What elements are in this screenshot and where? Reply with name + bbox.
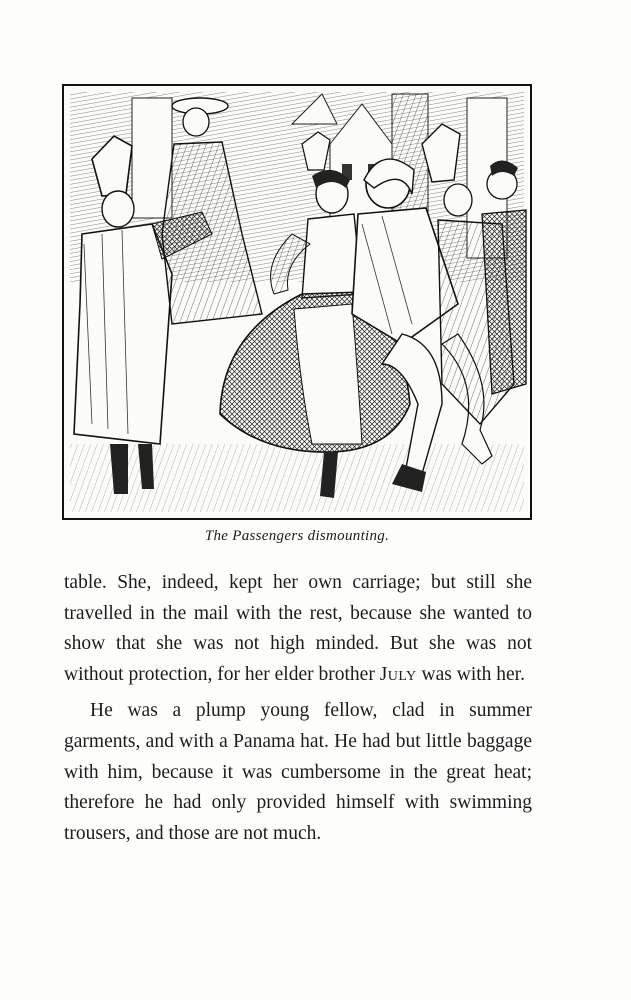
figure-caption: The Passengers dismounting. [204,528,390,544]
body-text [64,568,532,849]
engraving-svg [62,84,532,520]
engraving-illustration [62,84,532,520]
paragraph-1-end: was with her. [416,663,525,685]
character-name: July [379,663,417,685]
paragraph-1-start: table. She, indeed, kept her own carriage; but still she travelled in the mail with the rest, because she wanted to show that she was not high minded. But she was not without protection, for her elder brother [64,572,532,685]
paragraph-2: He was a plump young fellow, clad in summer garments, and with a Panama hat. He had but little baggage with him, because it was cumbersome in the great heat; therefore he had only provided himself with swimming trousers, and those are not much. [64,700,532,844]
paragraph-1 [64,568,532,690]
